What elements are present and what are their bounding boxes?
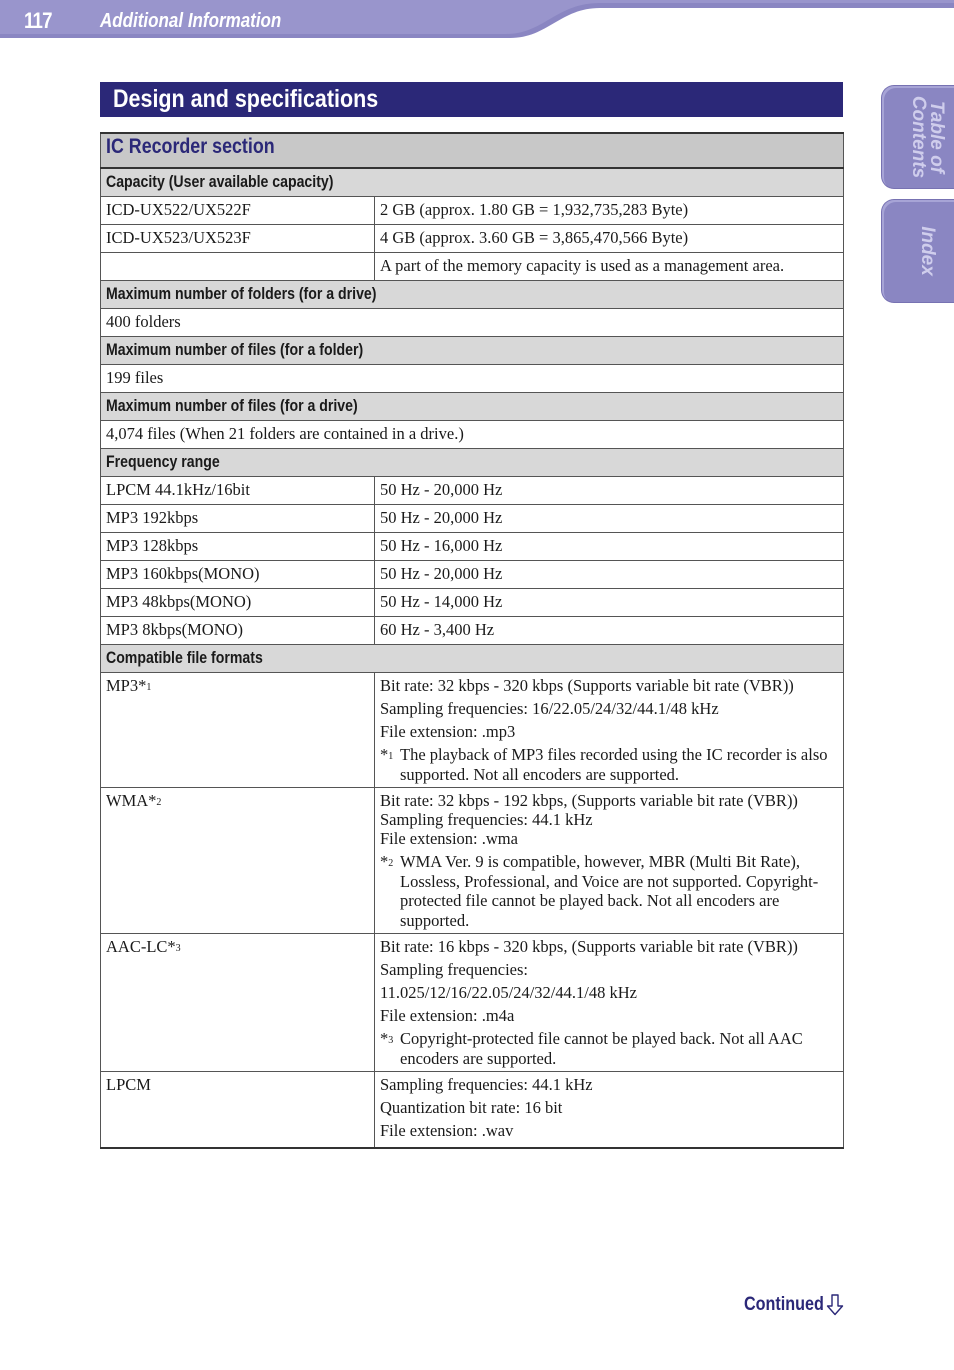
footnote-text: Copyright-protected file cannot be played back. Not all AAC encoders are supported. xyxy=(400,1029,803,1068)
files-per-drive-value: 4,074 files (When 21 folders are contained in a drive.) xyxy=(101,421,844,449)
table-of-contents-tab-label: Table of Contents xyxy=(908,95,947,179)
model-cell: ICD-UX523/UX523F xyxy=(101,225,375,253)
sampling-text: Sampling frequencies: xyxy=(380,960,529,979)
table-row xyxy=(101,533,844,561)
footnote-text: WMA Ver. 9 is compatible, however, MBR (Multi Bit Rate), Lossless, Professional, and Voice are not supported. Copyright-protected file cannot be played back. Not all encoders are supported. xyxy=(400,852,819,930)
folders-per-drive-heading: Maximum number of folders (for a drive) xyxy=(106,284,377,303)
format-name-cell xyxy=(101,934,375,1072)
format-details-cell xyxy=(375,788,844,934)
table-row xyxy=(101,505,844,533)
table-row xyxy=(101,788,844,934)
table-subheading-row xyxy=(101,168,844,197)
page-title: Design and specifications xyxy=(113,85,379,113)
capacity-heading: Capacity (User available capacity) xyxy=(106,172,334,191)
table-subheading-row xyxy=(101,281,844,309)
down-arrow-icon xyxy=(826,1294,844,1316)
format-name: WMA* xyxy=(106,791,157,810)
table-section-row xyxy=(101,133,844,168)
format-name: LPCM xyxy=(106,1075,151,1094)
range-cell: 50 Hz - 20,000 Hz xyxy=(375,505,844,533)
table-row xyxy=(101,365,844,393)
index-tab-label: Index xyxy=(917,226,938,276)
table-row xyxy=(101,197,844,225)
footnote-mark xyxy=(380,745,400,784)
table-row xyxy=(101,673,844,788)
format-details-cell xyxy=(375,673,844,788)
sampling-text: Sampling frequencies: 44.1 kHz xyxy=(380,1075,593,1094)
extension-text: File extension: .wav xyxy=(380,1121,514,1140)
format-details-cell xyxy=(375,1072,844,1149)
range-cell: 50 Hz - 20,000 Hz xyxy=(375,561,844,589)
bitrate-text: Bit rate: 16 kbps - 320 kbps, (Supports variable bit rate (VBR)) xyxy=(380,937,798,956)
footnote-number: 1 xyxy=(388,751,394,762)
footnote xyxy=(380,1029,838,1068)
footnote-text: The playback of MP3 files recorded using the IC recorder is also supported. Not all encoders are supported. xyxy=(400,745,828,784)
table-row xyxy=(101,561,844,589)
table-row xyxy=(101,477,844,505)
table-subheading-row xyxy=(101,645,844,673)
range-cell: 60 Hz - 3,400 Hz xyxy=(375,617,844,645)
bitrate-text: Bit rate: 32 kbps - 320 kbps (Supports variable bit rate (VBR)) xyxy=(380,676,794,695)
footnote-mark xyxy=(380,852,400,930)
format-cell: MP3 128kbps xyxy=(101,533,375,561)
format-cell: MP3 192kbps xyxy=(101,505,375,533)
table-row xyxy=(101,1072,844,1149)
format-cell: MP3 8kbps(MONO) xyxy=(101,617,375,645)
folders-per-drive-value: 400 folders xyxy=(101,309,844,337)
table-subheading-row xyxy=(101,449,844,477)
table-row xyxy=(101,589,844,617)
extension-text: File extension: .mp3 xyxy=(380,722,516,741)
table-of-contents-tab[interactable] xyxy=(882,86,954,188)
page-title-bar xyxy=(100,82,843,117)
footnote-mark xyxy=(380,1029,400,1068)
footnote-ref: 1 xyxy=(146,682,152,693)
format-name-cell xyxy=(101,673,375,788)
sampling-values-text: 11.025/12/16/22.05/24/32/44.1/48 kHz xyxy=(380,983,637,1002)
files-per-folder-heading: Maximum number of files (for a folder) xyxy=(106,340,364,359)
quantization-text: Quantization bit rate: 16 bit xyxy=(380,1098,563,1117)
table-row xyxy=(101,225,844,253)
capacity-cell: A part of the memory capacity is used as a management area. xyxy=(375,253,844,281)
table-subheading-row xyxy=(101,393,844,421)
table-subheading-row xyxy=(101,337,844,365)
continued-link[interactable]: Continued xyxy=(744,1294,824,1315)
files-per-folder-value: 199 files xyxy=(101,365,844,393)
footnote-number: 2 xyxy=(388,858,394,869)
footnote xyxy=(380,745,838,784)
header-section-name: Additional Information xyxy=(100,10,282,32)
table-row xyxy=(101,253,844,281)
model-cell xyxy=(101,253,375,281)
sampling-text: Sampling frequencies: 44.1 kHz xyxy=(380,810,593,829)
format-name-cell xyxy=(101,1072,375,1149)
footnote-asterisk: * xyxy=(380,852,389,871)
extension-text: File extension: .wma xyxy=(380,829,518,848)
table-row xyxy=(101,309,844,337)
extension-text: File extension: .m4a xyxy=(380,1006,515,1025)
formats-heading: Compatible file formats xyxy=(106,648,263,667)
table-row xyxy=(101,617,844,645)
capacity-cell: 4 GB (approx. 3.60 GB = 3,865,470,566 Byte) xyxy=(375,225,844,253)
page-number: 117 xyxy=(24,8,52,33)
index-tab[interactable] xyxy=(882,200,954,302)
format-details-cell xyxy=(375,934,844,1072)
table-row xyxy=(101,934,844,1072)
footnote-ref: 2 xyxy=(156,797,162,808)
format-cell: MP3 48kbps(MONO) xyxy=(101,589,375,617)
footnote-asterisk: * xyxy=(380,745,389,764)
range-cell: 50 Hz - 16,000 Hz xyxy=(375,533,844,561)
format-cell: LPCM 44.1kHz/16bit xyxy=(101,477,375,505)
format-name: AAC-LC* xyxy=(106,937,176,956)
bitrate-text: Bit rate: 32 kbps - 192 kbps, (Supports variable bit rate (VBR)) xyxy=(380,791,798,810)
section-title: IC Recorder section xyxy=(106,135,275,158)
model-cell: ICD-UX522/UX522F xyxy=(101,197,375,225)
format-name-cell xyxy=(101,788,375,934)
table-row xyxy=(101,421,844,449)
range-cell: 50 Hz - 14,000 Hz xyxy=(375,589,844,617)
capacity-cell: 2 GB (approx. 1.80 GB = 1,932,735,283 Byte) xyxy=(375,197,844,225)
specifications-table xyxy=(100,132,844,1149)
footnote-ref: 3 xyxy=(175,943,181,954)
files-per-drive-heading: Maximum number of files (for a drive) xyxy=(106,396,358,415)
format-name: MP3* xyxy=(106,676,147,695)
frequency-heading: Frequency range xyxy=(106,452,220,471)
footnote xyxy=(380,852,838,930)
sampling-text: Sampling frequencies: 16/22.05/24/32/44.1/48 kHz xyxy=(380,699,719,718)
footnote-number: 3 xyxy=(388,1035,394,1046)
format-cell: MP3 160kbps(MONO) xyxy=(101,561,375,589)
footnote-asterisk: * xyxy=(380,1029,389,1048)
range-cell: 50 Hz - 20,000 Hz xyxy=(375,477,844,505)
